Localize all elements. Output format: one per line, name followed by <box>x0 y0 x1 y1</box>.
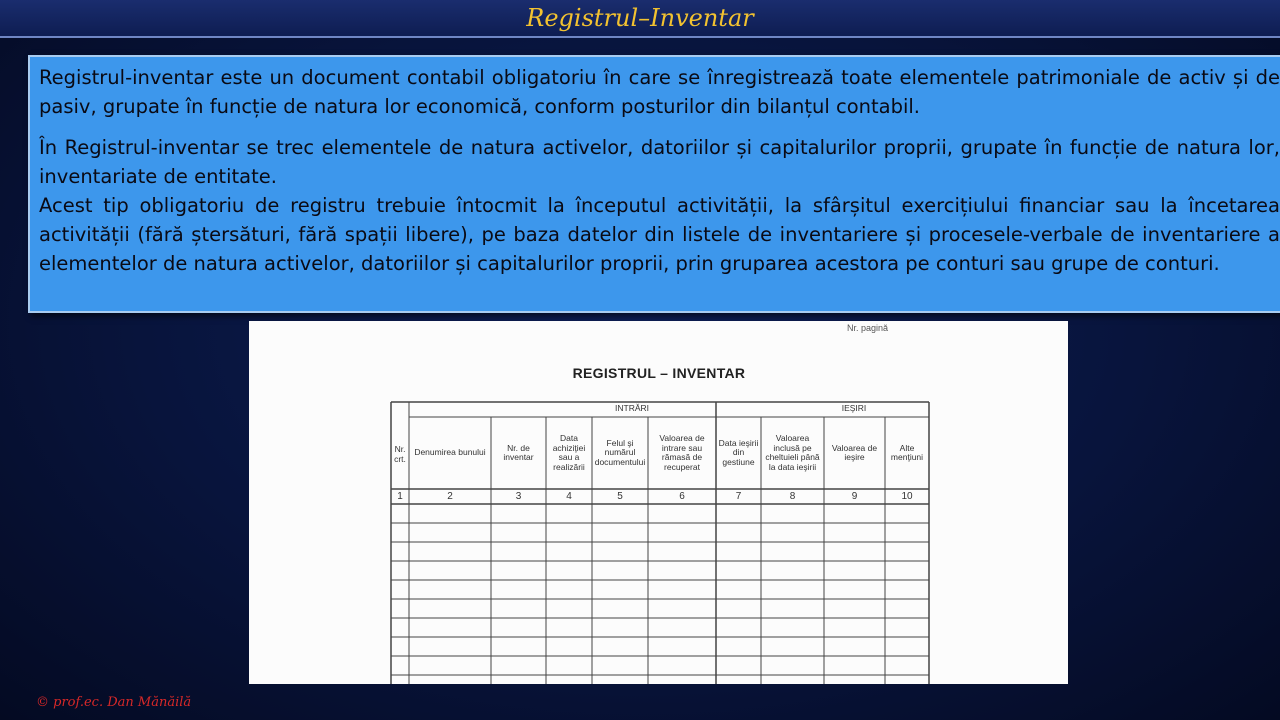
column-number: 1 <box>397 491 403 502</box>
column-header: Valoarea inclusă pe cheltuieli până la data ieşirii <box>765 433 820 472</box>
title-bar <box>0 0 1280 38</box>
form-title: REGISTRUL – INVENTAR <box>572 365 746 381</box>
column-header: Valoarea de ieşire <box>831 442 878 462</box>
column-header: Felul şi numărul documentului <box>594 437 646 467</box>
slide-title: Registrul–Inventar <box>526 4 754 32</box>
column-header: Alte menţiuni <box>890 442 924 462</box>
column-number: 6 <box>679 491 685 502</box>
column-number: 9 <box>851 491 858 502</box>
form-table-grid <box>249 321 1068 684</box>
page-number-label: Nr. pagină <box>847 323 889 333</box>
paragraph-requirements: Acest tip obligatoriu de registru trebuie întocmit la începutul activității, la sfârșitul exercițiului financiar sau la încetarea activității (fără ștersături, fără spații libere), pe baza datelor din listele de inventariere și procesele-verbale de inventariere a elementelor de natura activelor, datoriilor și capitalurilor proprii, prin gruparea acestora pe conturi sau grupe de conturi. <box>39 194 1280 275</box>
paragraph-definition: Registrul-inventar este un document contabil obligatoriu în care se înregistrează toate elementele patrimoniale de activ și de pasiv, grupate în funcție de natura lor economică, conform posturilor din bilanțul contabil. <box>39 66 1280 118</box>
column-number: 7 <box>735 491 742 502</box>
column-number: 4 <box>566 491 572 502</box>
column-number: 2 <box>447 491 453 502</box>
column-number: 10 <box>901 491 913 502</box>
column-header: Nr. de inventar <box>503 442 534 462</box>
column-number: 3 <box>515 491 522 502</box>
group-header-iesiri: IEŞIRI <box>841 403 867 414</box>
group-header-intrari: INTRĂRI <box>615 403 649 414</box>
column-header: Nr. crt. <box>394 444 406 464</box>
text-box <box>28 55 1280 313</box>
column-number: 5 <box>617 491 623 502</box>
column-header: Data achiziţiei sau a realizării <box>552 433 586 472</box>
column-header: Denumirea bunului <box>414 447 486 458</box>
column-number: 8 <box>789 491 796 502</box>
paragraph-content: În Registrul-inventar se trec elementele de natura activelor, datoriilor și capitalurilor proprii, grupate în funcție de natura lor, inventariate de entitate. <box>39 136 1280 188</box>
column-header: Valoarea de intrare sau rămasă de recuperat <box>659 433 705 472</box>
footer-credit: © prof.ec. Dan Mănăilă <box>36 695 192 710</box>
column-header: Data ieşirii din gestiune <box>718 437 759 467</box>
register-form-image <box>249 321 1068 684</box>
